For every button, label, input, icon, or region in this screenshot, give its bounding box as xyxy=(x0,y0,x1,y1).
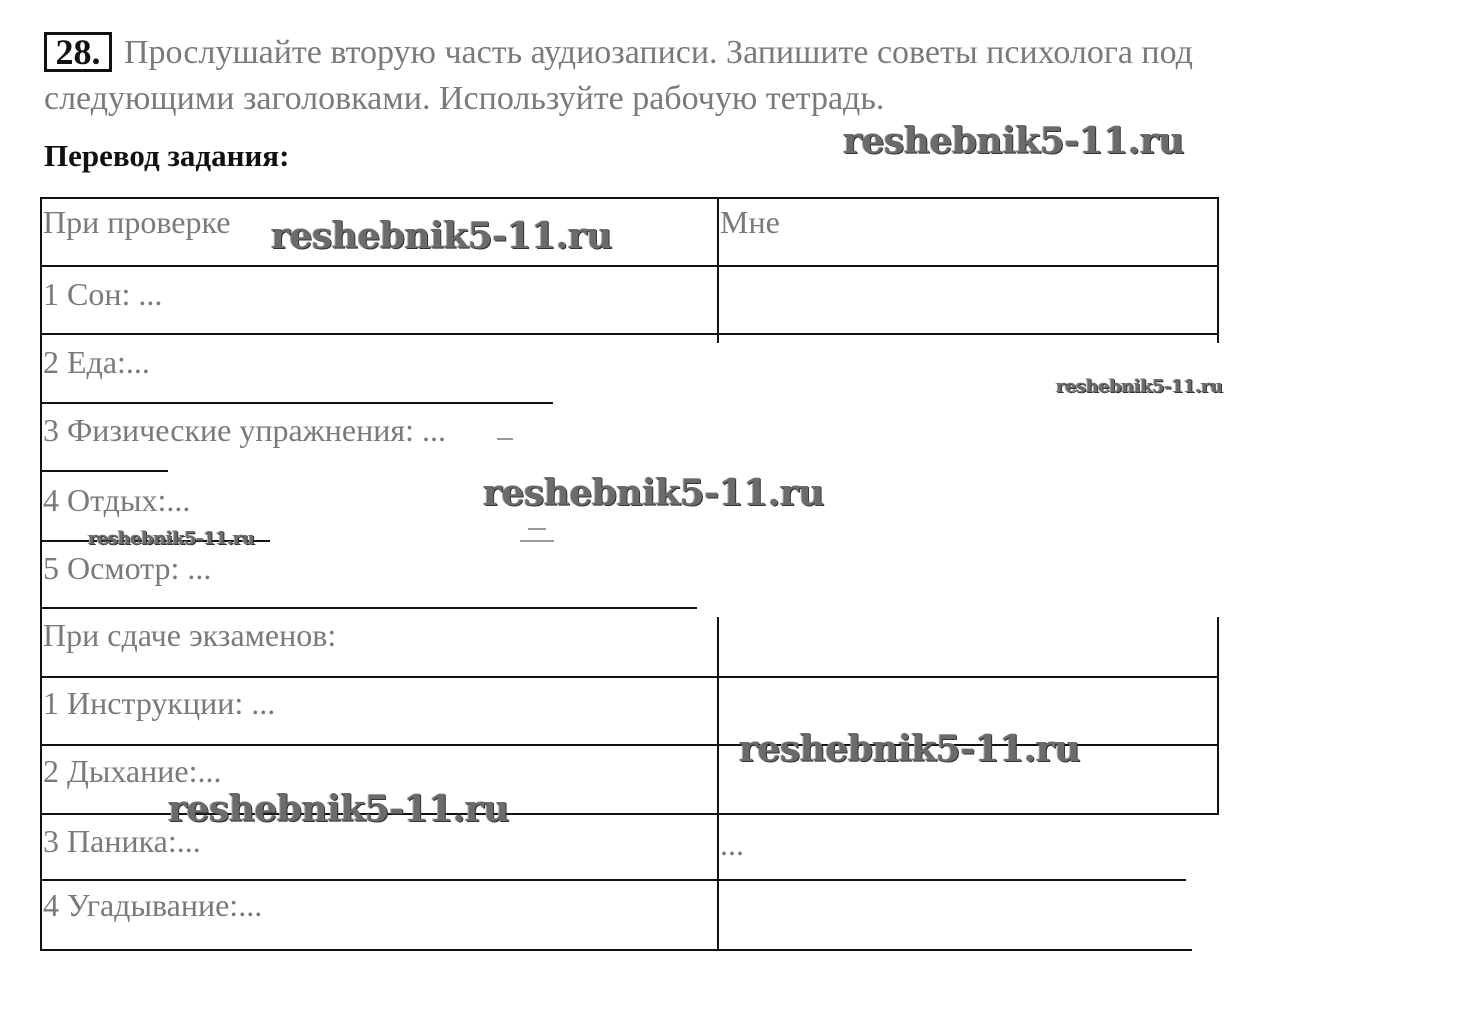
table-cell-exam-header: При сдаче экзаменов: xyxy=(43,617,337,653)
table-line xyxy=(40,607,697,609)
task-number: 28. xyxy=(44,32,112,72)
table-line xyxy=(1217,617,1219,815)
table-line xyxy=(40,402,553,404)
table-line xyxy=(40,197,1219,199)
table-line xyxy=(40,333,1219,335)
table-cell-guessing: 4 Угадывание:... xyxy=(43,887,263,923)
watermark: reshebnik5-11.ru xyxy=(271,215,612,257)
table-cell-panic: 3 Паника:... xyxy=(43,823,201,859)
watermark: reshebnik5-11.ru xyxy=(483,472,824,514)
table-header-me: Мне xyxy=(720,204,780,240)
watermark: reshebnik5-11.ru xyxy=(739,728,1080,770)
table-cell-exercise: 3 Физические упражнения: ... xyxy=(43,412,446,448)
table-line xyxy=(40,197,42,951)
translation-heading: Перевод задания: xyxy=(44,138,290,173)
table-cell-food: 2 Еда:... xyxy=(43,344,150,380)
table-cell-instructions: 1 Инструкции: ... xyxy=(43,685,276,721)
stray-mark xyxy=(520,540,554,542)
table-cell-sleep: 1 Сон: ... xyxy=(43,276,163,312)
table-cell-rest: 4 Отдых:... xyxy=(43,482,191,518)
table-line xyxy=(1217,197,1219,343)
watermark: reshebnik5-11.ru xyxy=(168,788,509,830)
table-line xyxy=(40,265,1219,267)
stray-mark xyxy=(528,528,546,530)
table-cell-checkup: 5 Осмотр: ... xyxy=(43,550,212,586)
table-line xyxy=(40,879,1186,881)
watermark: reshebnik5-11.ru xyxy=(1056,376,1223,397)
table-cell-check-header: При проверке xyxy=(43,204,231,240)
table-cell-breathing: 2 Дыхание:... xyxy=(43,753,222,789)
task-instruction: Прослушайте вторую часть аудиозаписи. Запишите советы психолога под следующими заголовками. Используйте рабочую тетрадь. xyxy=(44,34,1193,117)
table-line xyxy=(40,470,168,472)
table-line xyxy=(40,676,1219,678)
table-line xyxy=(717,197,719,343)
table-line xyxy=(40,949,1192,951)
table-line xyxy=(717,617,719,951)
watermark: reshebnik5-11.ru xyxy=(843,120,1184,162)
watermark: reshebnik5-11.ru xyxy=(88,528,255,549)
stray-mark xyxy=(497,438,513,440)
table-cell-right-panic: ... xyxy=(720,826,744,862)
